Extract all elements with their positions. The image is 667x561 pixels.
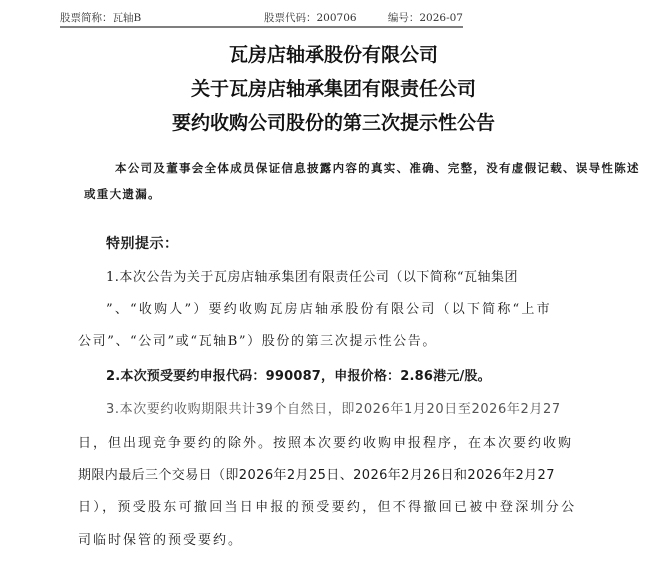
disclaimer-line-2: 或重大遗漏。: [84, 187, 161, 201]
notice-item-3-line-4: 日），预受股东可撤回当日申报的预受要约，但不得撤回已被中登深圳分公: [78, 500, 577, 515]
stock-code: 股票代码：200706: [264, 12, 357, 24]
notice-item-2: 2.本次预受要约申报代码：990087，申报价格：2.86港元/股。: [106, 369, 491, 384]
title-line-1: 瓦房店轴承股份有限公司: [228, 44, 438, 66]
announcement-number: 编号：2026-07: [387, 12, 463, 24]
document-title: [0, 38, 667, 140]
special-notice-heading: 特别提示：: [106, 236, 179, 252]
title-line-2: 关于瓦房店轴承集团有限责任公司: [190, 78, 476, 100]
notice-item-3-line-3: 期限内最后三个交易日（即2026年2月25日、2026年2月26日和2026年2月27: [78, 468, 555, 483]
notice-item-3-line-1: 3.本次要约收购期限共计39个自然日，即2026年1月20日至2026年2月27: [106, 402, 561, 417]
notice-item-1-line-1: 1.本次公告为关于瓦房店轴承集团有限责任公司（以下简称“瓦轴集团: [106, 270, 519, 285]
notice-item-1-line-2: ”、“收购人”）要约收购瓦房店轴承股份有限公司（以下简称“上市: [106, 302, 552, 317]
disclaimer-line-1: 本公司及董事会全体成员保证信息披露内容的真实、准确、完整，没有虚假记载、误导性陈述: [115, 161, 640, 175]
notice-item-1-line-3: 公司”、“公司”或“瓦轴B”）股份的第三次提示性公告。: [78, 334, 437, 349]
notice-item-3-line-2: 日，但出现竞争要约的除外。按照本次要约收购申报程序，在本次要约收购: [78, 436, 574, 451]
stock-short-name: 股票简称：瓦轴B: [60, 12, 142, 24]
notice-item-3-line-5: 司临时保管的预受要约。: [78, 533, 244, 548]
page-header: [60, 8, 463, 28]
title-line-3: 要约收购公司股份的第三次提示性公告: [171, 112, 495, 134]
